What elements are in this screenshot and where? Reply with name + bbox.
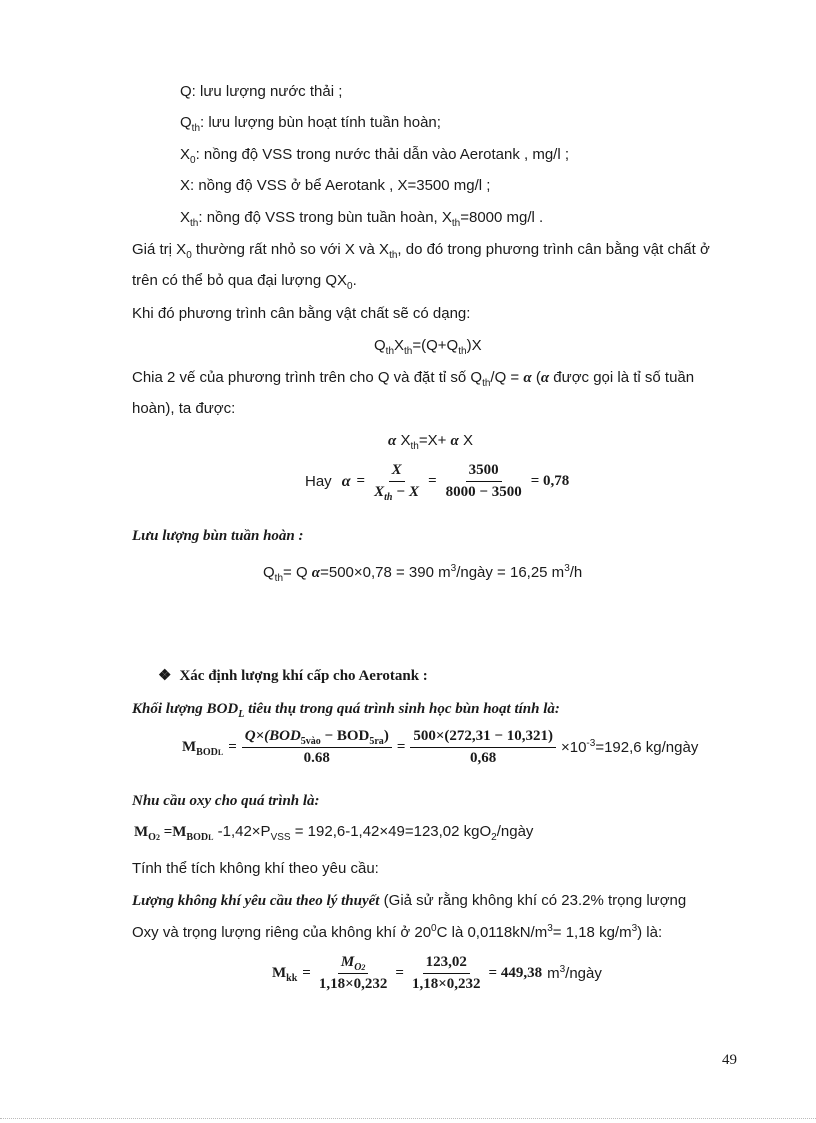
equation-air-mass: $M_{kk}$ = $\frac{M_{O2}}{1,18\times 0,232}$ = $\frac{123,02}{1,18\times 0,232}$ = 449,38 $m^3$/ngày bbox=[272, 954, 602, 992]
def-x0: $X_0$: nồng độ VSS trong nước thải dẫn vào Aerotank , mg/l ; bbox=[180, 146, 570, 166]
paragraph-3-line-1: Chia 2 vế của phương trình trên cho Q và đặt tỉ số $Q_{th}/Q = \alpha$ (α được gọi là tỉ số tuần bbox=[132, 369, 695, 389]
paragraph-1-line-1: Giá trị $X_0$ thường rất nhỏ so với X và $X_{th}$, do đó trong phương trình cân bằng vật chất ở bbox=[132, 241, 710, 261]
equation-bod-mass: $M_{BODL}$ = $\frac{Q\times(BOD_{5vào} - BOD_{5ra})}{0.68}$ = $\frac{500\times(272,31 - 10,321)}{0,68}$ $\times 10^{-3}=192,6$ kg/ngày bbox=[182, 728, 699, 766]
equation-oxygen-demand: $M_{O2} =M_{BODL}$ $-1,42\times P_{VSS} = 192,6-1,42\times 49=123,02$ kgO$_2$/ngày bbox=[134, 823, 534, 843]
bullet-heading-air-supply: ❖ Xác định lượng khí cấp cho Aerotank : bbox=[158, 668, 428, 684]
paragraph-1-line-2: trên có thể bỏ qua đại lượng $QX_0$. bbox=[132, 272, 357, 292]
page-number: 49 bbox=[722, 1052, 737, 1068]
paragraph-theoretical-air-line-2: Oxy và trọng lượng riêng của không khí ở $20^0C$ là $0,0118kN/m^3= 1,18$ $kg/m^3$) là: bbox=[132, 923, 663, 941]
paragraph-3-line-2: hoàn), ta được: bbox=[132, 400, 236, 417]
heading-return-sludge-flow: Lưu lượng bùn tuần hoàn : bbox=[132, 528, 304, 544]
footer-divider bbox=[0, 1118, 816, 1119]
def-qth: $Q_{th}$: lưu lượng bùn hoạt tính tuần hoàn; bbox=[180, 114, 441, 134]
paragraph-2: Khi đó phương trình cân bằng vật chất sẽ có dạng: bbox=[132, 305, 471, 322]
paragraph-theoretical-air-line-1: Lượng không khí yêu cầu theo lý thuyết (Giả sử rằng không khí có 23.2% trọng lượng bbox=[132, 892, 687, 909]
def-x: X: nồng độ VSS ở bể Aerotank , X=3500 mg/l ; bbox=[180, 177, 491, 194]
def-q: Q: lưu lượng nước thải ; bbox=[180, 83, 343, 100]
equation-mass-balance: $Q_{th}X_{th}=(Q+Q_{th})X$ bbox=[374, 337, 482, 357]
equation-alpha-balance: α $X_{th}=X+ \alpha$ X bbox=[388, 432, 474, 452]
heading-bod-mass: Khối lượng $BOD_L$ tiêu thụ trong quá trình sinh học bùn hoạt tính là: bbox=[132, 701, 560, 720]
paragraph-air-volume: Tính thể tích không khí theo yêu cầu: bbox=[132, 860, 379, 877]
heading-oxygen-demand: Nhu cầu oxy cho quá trình là: bbox=[132, 793, 320, 809]
equation-return-sludge: $Q_{th}= Q$ α=500×0,78 = 390 $m^3$/ngày = 16,25 $m^3/h$ bbox=[263, 563, 583, 584]
equation-alpha-ratio: Hay α = $\frac{X}{X_{th} - X}$ = $\frac{3500}{8000 - 3500}$ = 0,78 bbox=[305, 462, 570, 503]
def-xth: $X_{th}$: nồng độ VSS trong bùn tuần hoàn, $X_{th}=8000$ mg/l . bbox=[180, 209, 544, 229]
diamond-bullet-icon: ❖ bbox=[158, 668, 172, 684]
